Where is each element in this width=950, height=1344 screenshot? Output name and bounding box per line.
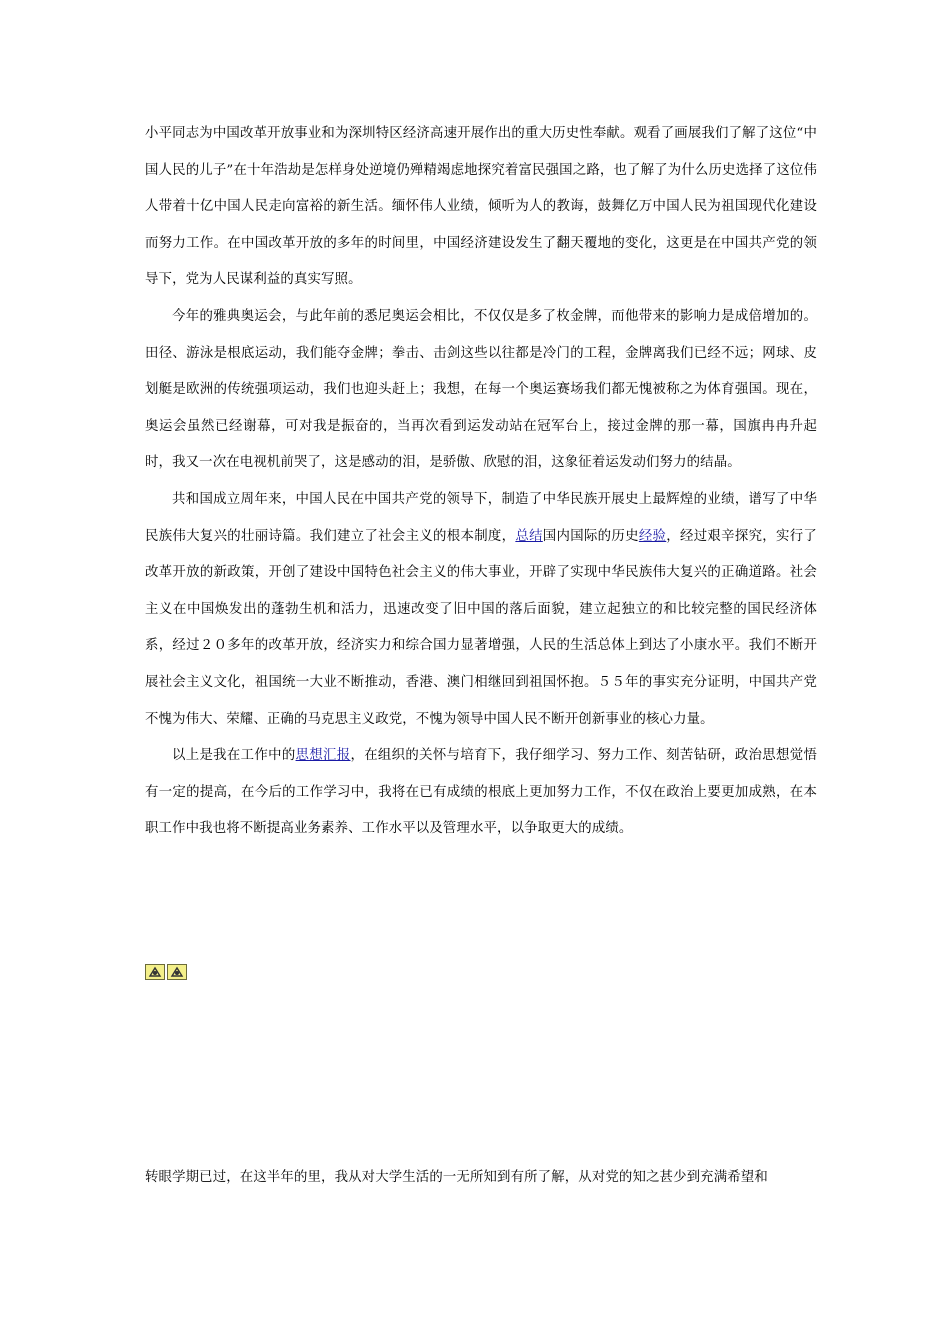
paragraph-text: 小平同志为中国改革开放事业和为深圳特区经济高速开展作出的重大历史性奉献。观看了画展我们了解了这位“中国人民的儿子”在十年浩劫是怎样身处逆境仍殚精竭虑地探究着富民强国之路，也了解了为什么历史选择了这位伟人带着十亿中国人民走向富裕的新生活。缅怀伟人业绩，倾听为人的教诲，鼓舞亿万中国人民为祖国现代化建设而努力工作。在中国改革开放的多年的时间里，中国经济建设发生了翻天覆地的变化，这更是在中国共产党的领导下，党为人民谋利益的真实写照。 bbox=[145, 126, 817, 288]
inline-link[interactable]: 总结 bbox=[515, 528, 543, 544]
paragraph bbox=[145, 116, 817, 299]
inline-link[interactable]: 思想汇报 bbox=[295, 748, 351, 764]
inline-link[interactable]: 经验 bbox=[638, 528, 667, 544]
icon-toolbar bbox=[145, 964, 187, 980]
paragraph-text: 国内国际的历史 bbox=[542, 528, 639, 544]
document-body bbox=[145, 116, 817, 848]
edit-link-icon[interactable] bbox=[145, 964, 165, 980]
paragraph-text: ，在组织的关怀与培育下，我仔细学习、努力工作、刻苦钻研，政治思想觉悟有一定的提高，在今后的工作学习中，我将在已有成绩的根底上更加努力工作，不仅在政治上要更加成熟，在本职工作中我也将不断提高业务素养、工作水平以及管理水平，以争取更大的成绩。 bbox=[145, 748, 817, 837]
paragraph-text: ，经过艰辛探究，实行了改革开放的新政策，开创了建设中国特色社会主义的伟大事业，开辟了实现中华民族伟大复兴的正确道路。社会主义在中国焕发出的蓬勃生机和活力，迅速改变了旧中国的落后面貌，建立起独立的和比较完整的国民经济体系，经过２０多年的改革开放，经济实力和综合国力显著增强，人民的生活总体上到达了小康水平。我们不断开展社会主义文化，祖国统一大业不断推动，香港、澳门相继回到祖国怀抱。５５年的事实充分证明，中国共产党不愧为伟大、荣耀、正确的马克思主义政党，不愧为领导中国人民不断开创新事业的核心力量。 bbox=[145, 528, 817, 727]
paragraph bbox=[145, 299, 817, 482]
paragraph-text: 今年的雅典奥运会，与此年前的悉尼奥运会相比，不仅仅是多了枚金牌，而他带来的影响力是成倍增加的。田径、游泳是根底运动，我们能夺金牌；拳击、击剑这些以往都是冷门的工程，金牌离我们已经不远；网球、皮划艇是欧洲的传统强项运动，我们也迎头赶上；我想，在每一个奥运赛场我们都无愧被称之为体育强国。现在，奥运会虽然已经谢幕，可对我是振奋的，当再次看到运发动站在冠军台上，接过金牌的那一幕，国旗冉冉升起时，我又一次在电视机前哭了，这是感动的泪，是骄傲、欣慰的泪，这象征着运发动们努力的结晶。 bbox=[145, 308, 817, 471]
paragraph-text: 共和国成立周年来，中国人民在中国共产党的领导下，制造了中华民族开展史上最辉煌的业绩，谱写了中华民族伟大复兴的壮丽诗篇。我们建立了社会主义的根本制度， bbox=[145, 491, 817, 544]
paragraph bbox=[145, 738, 817, 848]
paragraph-text: 以上是我在工作中的 bbox=[172, 748, 296, 764]
edit-link-icon[interactable] bbox=[167, 964, 187, 980]
bottom-paragraph-start: 转眼学期已过，在这半年的里，我从对大学生活的一无所知到有所了解，从对党的知之甚少到充满希望和 bbox=[145, 1170, 768, 1185]
paragraph bbox=[145, 482, 817, 738]
